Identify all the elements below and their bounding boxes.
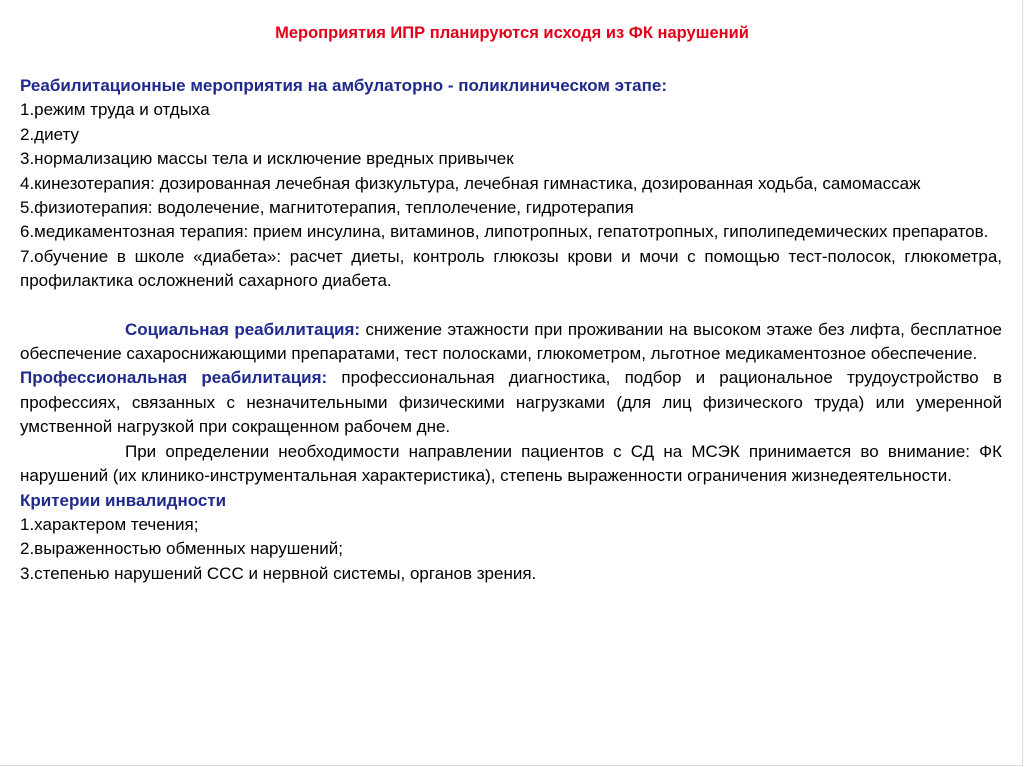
criteria-heading: Критерии инвалидности	[20, 490, 227, 510]
criteria-item-3: 3.степенью нарушений ССС и нервной системы, органов зрения.	[20, 563, 537, 583]
rehab-item-1: 1.режим труда и отдыха	[20, 100, 210, 120]
criteria-item-1: 1.характером течения;	[20, 514, 199, 534]
rehab-item-4: 4.кинезотерапия: дозированная лечебная физкультура, лечебная гимнастика, дозированная ходьба, самомассаж	[20, 173, 921, 193]
slide-content	[20, 74, 1002, 586]
rehab-item-5: 5.физиотерапия: водолечение, магнитотерапия, теплолечение, гидротерапия	[20, 198, 634, 218]
spacer	[20, 294, 1002, 318]
professional-label: Профессиональная реабилитация:	[20, 368, 328, 388]
rehab-item-7: 7.обучение в школе «диабета»: расчет диеты, контроль глюкозы крови и мочи с помощью тест-полосок, глюкометра, профилактика осложнений сахарного диабета.	[20, 246, 1002, 291]
professional-text: профессиональная диагностика, подбор и рациональное трудоустройство в профессиях, связанных с незначительными физическими нагрузками (для лиц физического труда) или умеренной умственной нагрузкой при сокращенном рабочем дне.	[20, 368, 1002, 437]
criteria-item-2: 2.выраженностью обменных нарушений;	[20, 539, 343, 559]
rehab-heading: Реабилитационные мероприятия на амбулаторно - поликлиническом этапе:	[20, 76, 667, 95]
page-title: Мероприятия ИПР планируются исходя из ФК нарушений	[275, 24, 749, 42]
social-paragraph	[20, 318, 1002, 367]
rehab-item-6: 6.медикаментозная терапия: прием инсулина, витаминов, липотропных, гепатотропных, гиполипедемических препаратов.	[20, 222, 989, 242]
rehab-item-2: 2.диету	[20, 124, 79, 144]
professional-paragraph	[20, 366, 1002, 439]
social-label: Социальная реабилитация:	[125, 319, 361, 339]
social-text: снижение этажности при проживании на высоком этаже без лифта, бесплатное обеспечение сахароснижающими препаратами, тест полосками, глюкометром, льготное медикаментозное обеспечение.	[20, 319, 1003, 364]
rehab-item-3: 3.нормализацию массы тела и исключение вредных привычек	[20, 149, 514, 169]
msek-paragraph: При определении необходимости направлении пациентов с СД на МСЭК принимается во внимание: ФК нарушений (их клинико-инструментальная характеристика), степень выраженности ограничения жизнедеятельности.	[20, 441, 1002, 486]
